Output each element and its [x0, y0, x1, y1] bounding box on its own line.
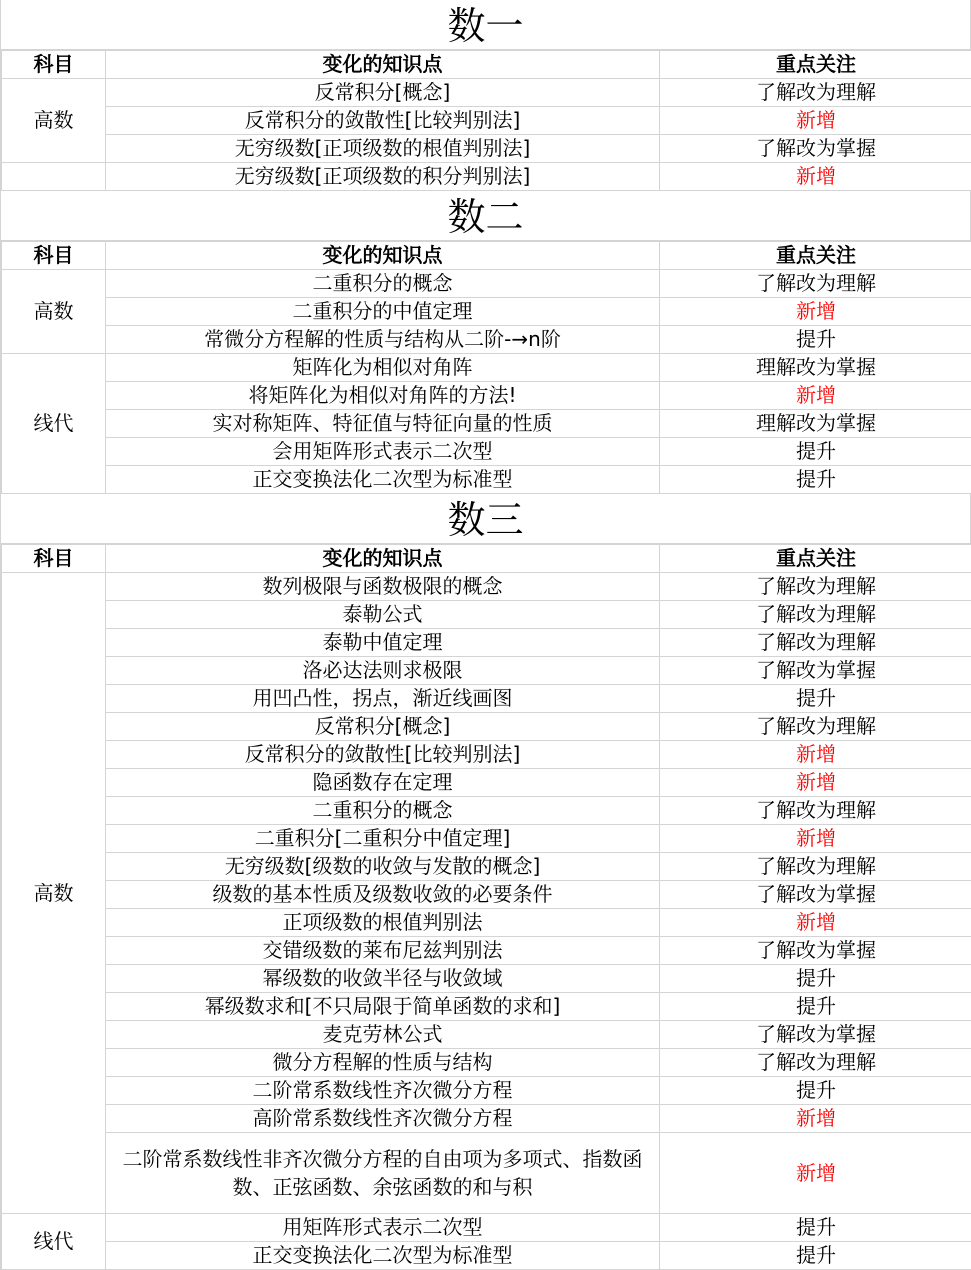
focus-cell: 了解改为理解: [660, 853, 971, 881]
table-row: [2, 853, 971, 881]
focus-cell: 新增: [660, 107, 971, 135]
focus-cell: 提升: [660, 438, 971, 466]
knowledge-item: 二重积分的概念: [106, 270, 660, 298]
table-row: [2, 1133, 971, 1214]
focus-cell: 新增: [660, 769, 971, 797]
focus-cell: 提升: [660, 1214, 971, 1242]
knowledge-item: 微分方程解的性质与结构: [106, 1049, 660, 1077]
knowledge-item: 正交变换法化二次型为标准型: [106, 466, 660, 494]
focus-cell: 提升: [660, 965, 971, 993]
subject-cell: 线代: [2, 1214, 106, 1270]
table-row: [2, 1105, 971, 1133]
table-row: [2, 741, 971, 769]
knowledge-item: 会用矩阵形式表示二次型: [106, 438, 660, 466]
focus-cell: 理解改为掌握: [660, 410, 971, 438]
table-row: [2, 797, 971, 825]
focus-cell: 新增: [660, 741, 971, 769]
table-row: [2, 1242, 971, 1270]
section-title: 数一: [1, 0, 971, 50]
subject-cell: 高数: [2, 270, 106, 354]
subject-cell: 线代: [2, 354, 106, 494]
focus-cell: 新增: [660, 1133, 971, 1214]
header-subject: 科目: [2, 242, 106, 270]
header-item: 变化的知识点: [106, 242, 660, 270]
header-row: [2, 545, 971, 573]
knowledge-item: 二阶常系数线性齐次微分方程: [106, 1077, 660, 1105]
knowledge-item: 矩阵化为相似对角阵: [106, 354, 660, 382]
knowledge-item: 洛必达法则求极限: [106, 657, 660, 685]
subject-cell: 高数: [2, 79, 106, 163]
knowledge-item: 二重积分[二重积分中值定理]: [106, 825, 660, 853]
knowledge-item: 无穷级数[正项级数的根值判别法]: [106, 135, 660, 163]
knowledge-item: 用凹凸性，拐点，渐近线画图: [106, 685, 660, 713]
subject-cell: [2, 163, 106, 191]
knowledge-item: 交错级数的莱布尼兹判别法: [106, 937, 660, 965]
table-row: [2, 270, 971, 298]
knowledge-item: 无穷级数[级数的收敛与发散的概念]: [106, 853, 660, 881]
focus-cell: 提升: [660, 993, 971, 1021]
knowledge-table: [1, 544, 971, 1270]
table-row: [2, 107, 971, 135]
knowledge-item: 反常积分的敛散性[比较判别法]: [106, 741, 660, 769]
focus-cell: 新增: [660, 298, 971, 326]
table-row: [2, 1049, 971, 1077]
focus-cell: 了解改为理解: [660, 270, 971, 298]
subject-cell: 高数: [2, 573, 106, 1214]
knowledge-item: 数列极限与函数极限的概念: [106, 573, 660, 601]
table-row: [2, 163, 971, 191]
section-title: 数二: [1, 191, 971, 241]
focus-cell: 了解改为理解: [660, 573, 971, 601]
knowledge-item: 将矩阵化为相似对角阵的方法!: [106, 382, 660, 410]
table-row: [2, 601, 971, 629]
table-row: [2, 79, 971, 107]
table-row: [2, 410, 971, 438]
knowledge-item: 二阶常系数线性非齐次微分方程的自由项为多项式、指数函数、正弦函数、余弦函数的和与积: [106, 1133, 660, 1214]
table-row: [2, 135, 971, 163]
focus-cell: 新增: [660, 825, 971, 853]
knowledge-item: 反常积分[概念]: [106, 713, 660, 741]
knowledge-item: 反常积分[概念]: [106, 79, 660, 107]
focus-cell: 提升: [660, 1242, 971, 1270]
table-row: [2, 573, 971, 601]
knowledge-item: 正项级数的根值判别法: [106, 909, 660, 937]
table-row: [2, 1077, 971, 1105]
focus-cell: 新增: [660, 163, 971, 191]
header-item: 变化的知识点: [106, 51, 660, 79]
focus-cell: 了解改为理解: [660, 79, 971, 107]
knowledge-item: 级数的基本性质及级数收敛的必要条件: [106, 881, 660, 909]
focus-cell: 了解改为掌握: [660, 937, 971, 965]
table-row: [2, 825, 971, 853]
table-row: [2, 466, 971, 494]
focus-cell: 理解改为掌握: [660, 354, 971, 382]
header-subject: 科目: [2, 545, 106, 573]
knowledge-item: 正交变换法化二次型为标准型: [106, 1242, 660, 1270]
table-row: [2, 965, 971, 993]
knowledge-item: 隐函数存在定理: [106, 769, 660, 797]
focus-cell: 提升: [660, 466, 971, 494]
knowledge-item: 常微分方程解的性质与结构从二阶-→n阶: [106, 326, 660, 354]
knowledge-table: [1, 241, 971, 494]
focus-cell: 提升: [660, 326, 971, 354]
knowledge-item: 幂级数的收敛半径与收敛域: [106, 965, 660, 993]
table-row: [2, 326, 971, 354]
section-title: 数三: [1, 494, 971, 544]
table-row: [2, 881, 971, 909]
table-row: [2, 685, 971, 713]
header-row: [2, 51, 971, 79]
focus-cell: 了解改为掌握: [660, 881, 971, 909]
table-row: [2, 438, 971, 466]
knowledge-table: [1, 50, 971, 191]
focus-cell: 了解改为理解: [660, 601, 971, 629]
knowledge-item: 二重积分的中值定理: [106, 298, 660, 326]
table-row: [2, 354, 971, 382]
focus-cell: 新增: [660, 909, 971, 937]
table-row: [2, 657, 971, 685]
table-row: [2, 298, 971, 326]
focus-cell: 了解改为掌握: [660, 657, 971, 685]
header-focus: 重点关注: [660, 51, 971, 79]
header-focus: 重点关注: [660, 242, 971, 270]
table-row: [2, 629, 971, 657]
table-row: [2, 937, 971, 965]
focus-cell: 提升: [660, 1077, 971, 1105]
focus-cell: 了解改为理解: [660, 1049, 971, 1077]
knowledge-item: 反常积分的敛散性[比较判别法]: [106, 107, 660, 135]
knowledge-item: 二重积分的概念: [106, 797, 660, 825]
header-focus: 重点关注: [660, 545, 971, 573]
table-row: [2, 1021, 971, 1049]
knowledge-item: 用矩阵形式表示二次型: [106, 1214, 660, 1242]
focus-cell: 了解改为掌握: [660, 135, 971, 163]
header-item: 变化的知识点: [106, 545, 660, 573]
focus-cell: 新增: [660, 382, 971, 410]
header-subject: 科目: [2, 51, 106, 79]
table-row: [2, 993, 971, 1021]
knowledge-item: 无穷级数[正项级数的积分判别法]: [106, 163, 660, 191]
focus-cell: 了解改为理解: [660, 797, 971, 825]
knowledge-item: 麦克劳林公式: [106, 1021, 660, 1049]
header-row: [2, 242, 971, 270]
knowledge-item: 幂级数求和[不只局限于简单函数的求和]: [106, 993, 660, 1021]
knowledge-item: 泰勒公式: [106, 601, 660, 629]
table-row: [2, 713, 971, 741]
knowledge-item: 实对称矩阵、特征值与特征向量的性质: [106, 410, 660, 438]
focus-cell: 了解改为掌握: [660, 1021, 971, 1049]
table-row: [2, 382, 971, 410]
focus-cell: 了解改为理解: [660, 629, 971, 657]
table-row: [2, 769, 971, 797]
knowledge-item: 泰勒中值定理: [106, 629, 660, 657]
table-row: [2, 909, 971, 937]
focus-cell: 了解改为理解: [660, 713, 971, 741]
focus-cell: 新增: [660, 1105, 971, 1133]
knowledge-item: 高阶常系数线性齐次微分方程: [106, 1105, 660, 1133]
table-row: [2, 1214, 971, 1242]
focus-cell: 提升: [660, 685, 971, 713]
